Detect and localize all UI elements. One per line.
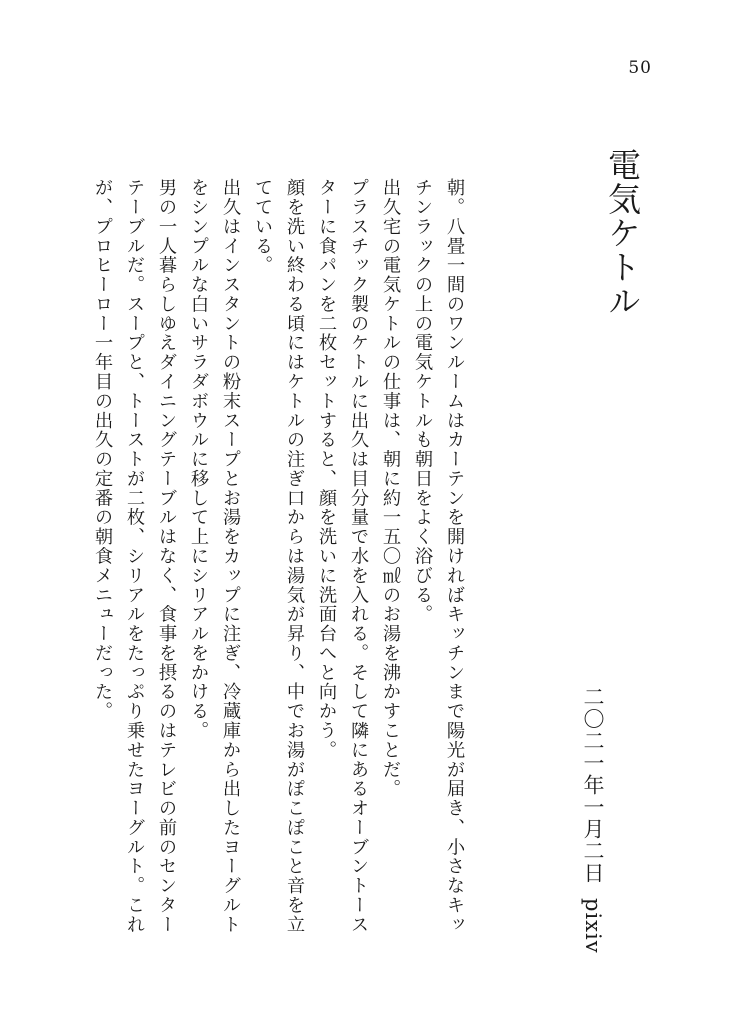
paragraph: プラスチック製のケトルに出久は目分量で水を入れる。そして隣にあるオーブントースターに食パンを二枚セットすると、顔を洗いに洗面台へと向かう。 <box>316 178 369 935</box>
page-number: 50 <box>628 58 652 78</box>
publication-info <box>582 686 603 954</box>
story-body <box>92 178 470 938</box>
paragraph: 男の一人暮らしゆえダイニングテーブルはなく、食事を摂るのはテレビの前のセンターテーブルだ。スープと、トーストが二枚、シリアルをたっぷり乗せたヨーグルト。これが、プロヒーロー一年目の出久の定番の朝食メニューだった。 <box>92 178 177 935</box>
paragraph: 出久はインスタントの粉末スープとお湯をカップに注ぎ、冷蔵庫から出したヨーグルトをシンプルな白いサラダボウルに移して上にシリアルをかける。 <box>188 178 241 935</box>
publication-date: 二〇二一年一月二日 <box>581 686 605 884</box>
paragraph: 顔を洗い終わる頃にはケトルの注ぎ口からは湯気が昇り、中でお湯がぽこぽこと音を立てている。 <box>252 178 305 935</box>
paragraph: 出久宅の電気ケトルの仕事は、朝に約一五〇㎖のお湯を沸かすことだ。 <box>380 178 401 799</box>
paragraph: 朝。八畳一間のワンルームはカーテンを開ければキッチンまで陽光が届き、小さなキッチンラックの上の電気ケトルも朝日をよく浴びる。 <box>412 178 465 935</box>
publication-source: pixiv <box>581 898 605 954</box>
story-title: 電気ケトル <box>603 148 642 318</box>
